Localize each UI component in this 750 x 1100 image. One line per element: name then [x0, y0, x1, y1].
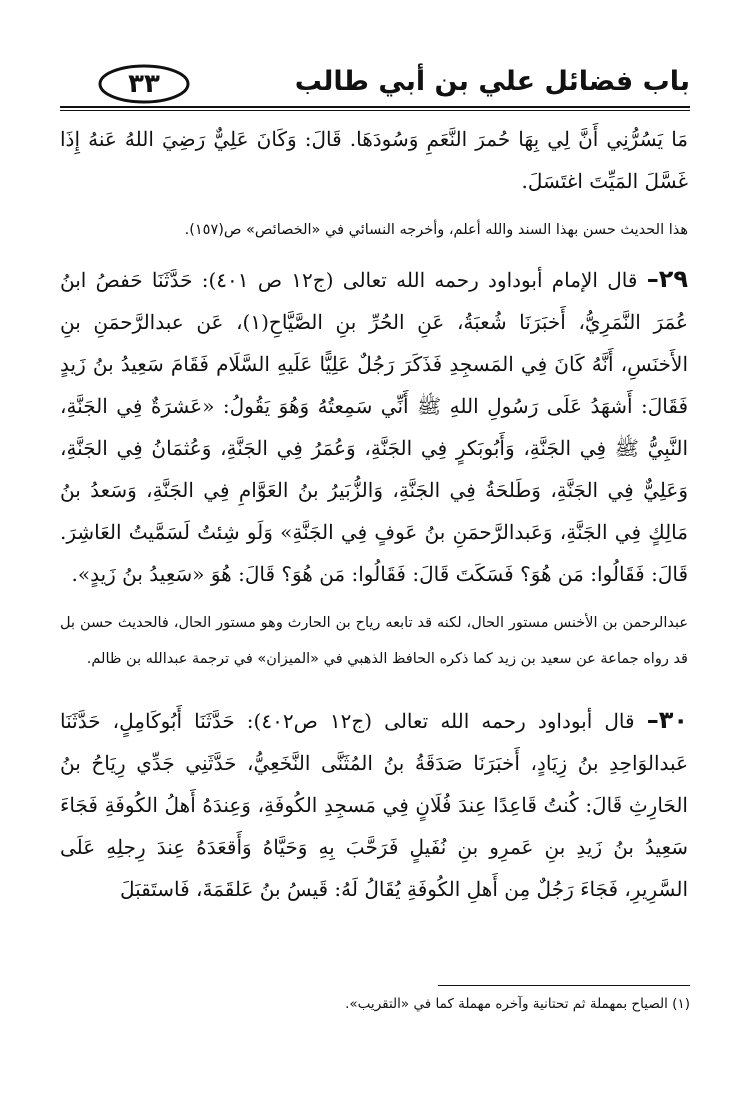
hadith-number: ٣٠–: [646, 706, 688, 734]
grading-note: هذا الحديث حسن بهذا السند والله أعلم، وأخرجه النسائي في «الخصائص» ص(١٥٧).: [184, 222, 688, 238]
page-number-ornament: [96, 62, 192, 106]
hadith-29: [60, 258, 688, 595]
footnote: (١) الصياح بمهملة ثم تحتانية وآخره مهملة كما في «التقريب».: [345, 996, 690, 1012]
hadith-continuation: مَا يَسُرُّنِي أَنَّ لِي بِهَا حُمرَ النَّعَمِ وَسُودَهَا. قَالَ: وَكَانَ عَلِيٌّ رَضِيَ اللهُ عَنهُ إِذَا غَسَّلَ المَيِّتَ اغتَسَلَ.: [60, 127, 688, 193]
footnote-rule: [438, 985, 690, 986]
hadith-text: قال أبوداود رحمه الله تعالى (ج١٢ ص٤٠٢): حَدَّثَنَا أَبُوكَامِلٍ، حَدَّثَنَا عَبدالوَاحِدِ بنُ زِيَادٍ، أَخبَرَنَا صَدَقَةُ بنُ المُثَنَّى النَّخَعِيُّ، حَدَّثَنِي جَدِّي رِيَاحُ بنُ الحَارِثِ قَالَ: كُنتُ قَاعِدًا عِندَ فُلَانٍ فِي مَسجِدِ الكُوفَةِ، وَعِندَهُ أَهلُ الكُوفَةِ فَجَاءَ سَعِيدُ بنُ زَيدِ بنِ عَمرِو بنِ نُفَيلٍ فَرَحَّبَ بِهِ وَحَيَّاهُ وَأَقعَدَهُ عِندَ رِجلِهِ عَلَى السَّرِيرِ، فَجَاءَ رَجُلٌ مِن أَهلِ الكُوفَةِ يُقَالُ لَهُ: قَيسُ بنُ عَلقَمَةَ، فَاستَقبَلَ: [60, 709, 688, 901]
running-title: باب فضائل علي بن أبي طالب: [294, 66, 690, 97]
hadith-text: قال الإمام أبوداود رحمه الله تعالى (ج١٢ ص ٤٠١): حَدَّثَنَا حَفصُ ابنُ عُمَرَ النَّمَرِيُّ، أَخبَرَنَا شُعبَةُ، عَنِ الحُرِّ بنِ الصَّيَّاحِ(١)، عَن عبدالرَّحمَنِ بنِ الأَخنَسِ، أَنَّهُ كَانَ فِي المَسجِدِ فَذَكَرَ رَجُلٌ عَلِيًّا عَلَيهِ السَّلَام فَقَامَ سَعِيدُ بنُ زَيدٍ فَقَالَ: أَشهَدُ عَلَى رَسُولِ اللهِ ﷺ أَنِّي سَمِعتُهُ وَهُوَ يَقُولُ: «عَشرَةٌ فِي الجَنَّةِ، النَّبِيُّ ﷺ فِي الجَنَّةِ، وَأَبُوبَكرٍ فِي الجَنَّةِ، وَعُمَرُ فِي الجَنَّةِ، وَعُثمَانُ فِي الجَنَّةِ، وَعَلِيٌّ فِي الجَنَّةِ، وَطَلحَةُ فِي الجَنَّةِ، وَالزُّبَيرُ بنُ العَوَّامِ فِي الجَنَّةِ، وَسَعدُ بنُ مَالِكٍ فِي الجَنَّةِ، وَعَبدالرَّحمَنِ بنُ عَوفٍ فِي الجَنَّةِ» وَلَو شِئتُ لَسَمَّيتُ العَاشِرَ. قَالَ: فَقَالُوا: مَن هُوَ؟ فَسَكَتَ قَالَ: فَقَالُوا: مَن هُوَ؟ قَالَ: هُوَ «سَعِيدُ بنُ زَيدٍ».: [60, 268, 688, 586]
page-number: ٣٣: [128, 69, 160, 99]
header-rule-thin: [60, 110, 690, 111]
hadith-30: [60, 699, 688, 910]
grading-note: عبدالرحمن بن الأخنس مستور الحال، لكنه قد تابعه رياح بن الحارث وهو مستور الحال، فالحديث حسن بل قد رواه جماعة عن سعيد بن زيد كما ذكره الحافظ الذهبي في «الميزان» في ترجمة عبدالله بن ظالم.: [60, 615, 688, 667]
hadith-number: ٢٩–: [646, 265, 689, 293]
page-body: [60, 118, 688, 910]
header-rule: [60, 106, 690, 108]
